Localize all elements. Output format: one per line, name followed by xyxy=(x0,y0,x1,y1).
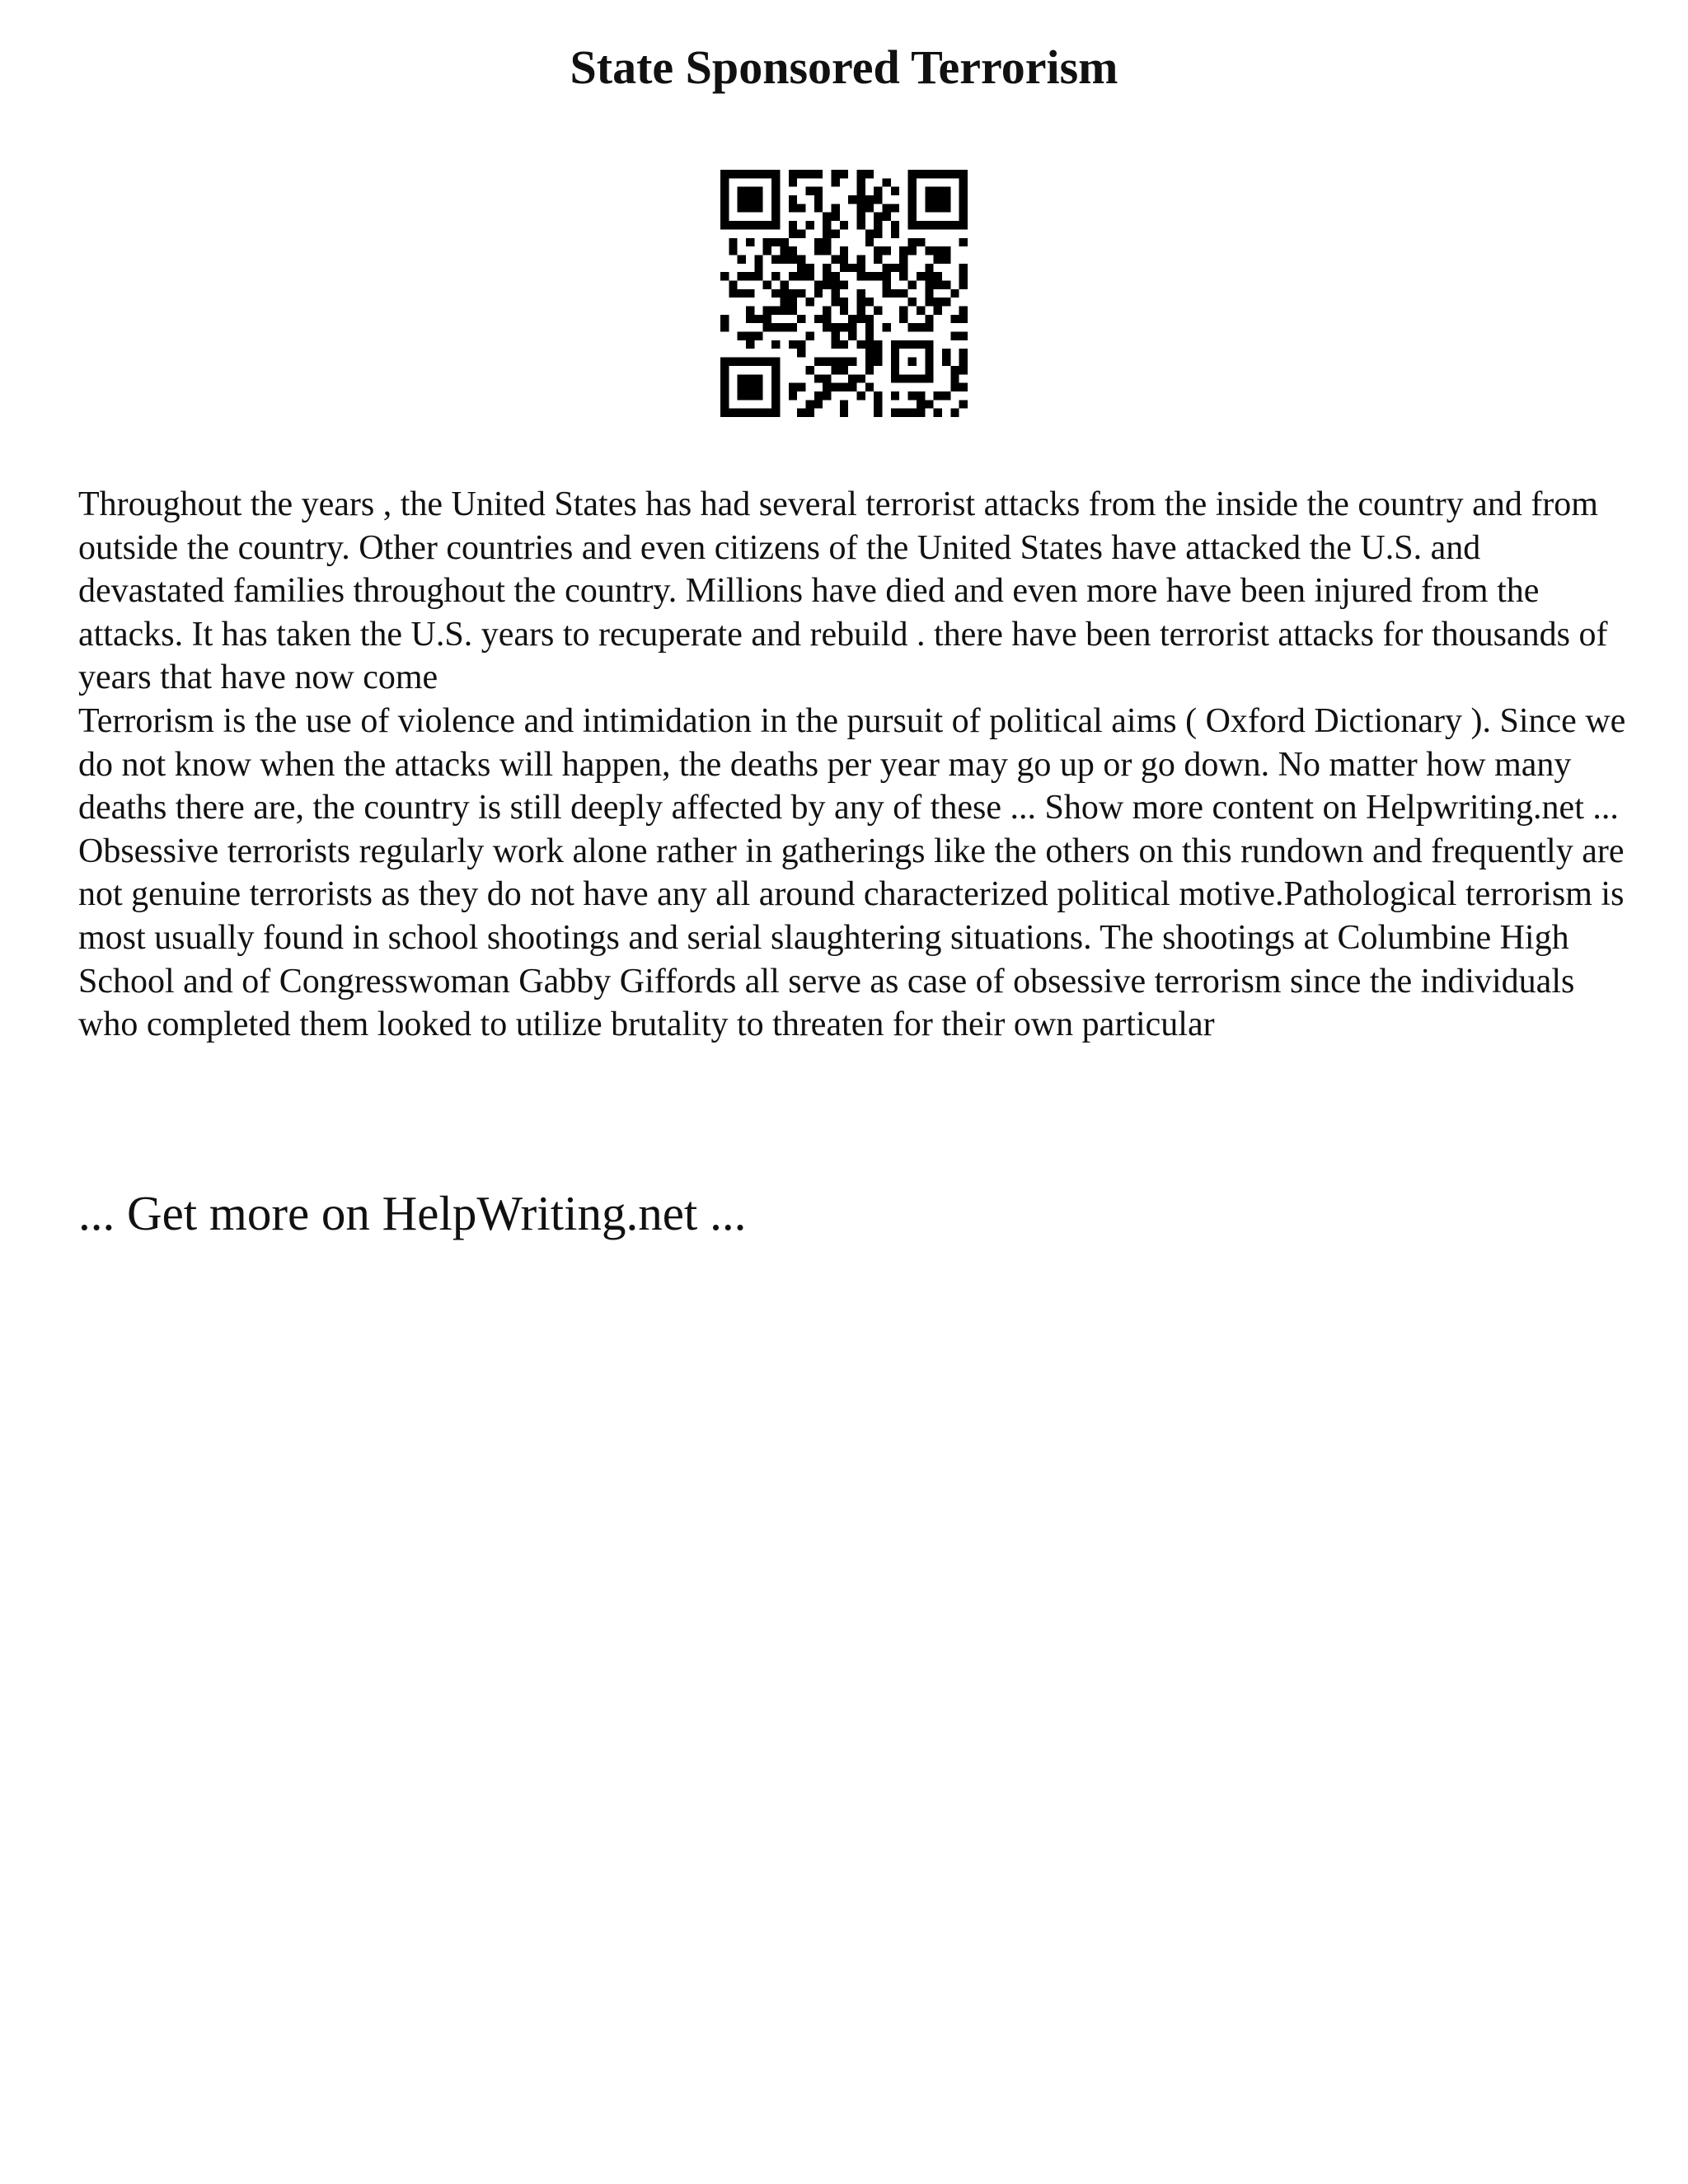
qr-code-graphic xyxy=(720,170,968,417)
paragraph-1: Throughout the years , the United States has had several terrorist attacks from the inside the country and from outside the country. Other countries and even citizens of the United States have attacked the U.S. and devastated families throughout the country. Millions have died and even more have been injured from the attacks. It has taken the U.S. years to recuperate and rebuild . there have been terrorist attacks for thousands of years that have now come xyxy=(78,485,1608,697)
get-more-link[interactable]: ... Get more on HelpWriting.net ... xyxy=(78,1186,747,1240)
article-body xyxy=(78,483,1628,1047)
qr-code-icon xyxy=(720,170,968,417)
paragraph-2: Terrorism is the use of violence and intimidation in the pursuit of political aims ( Oxford Dictionary ). Since we do not know when the attacks will happen, the deaths per year may go up or go down. No matter how many deaths there are, the country is still deeply affected by any of these ... Show more content on Helpwriting.net ... xyxy=(78,701,1626,827)
paragraph-3: Obsessive terrorists regularly work alone rather in gatherings like the others on this rundown and frequently are not genuine terrorists as they do not have any all around characterized political motive.Pathological terrorism is most usually found in school shootings and serial slaughtering situations. The shootings at Columbine High School and of Congresswoman Gabby Giffords all serve as case of obsessive terrorism since the individuals who completed them looked to utilize brutality to threaten for their own particular xyxy=(78,832,1625,1044)
page-title: State Sponsored Terrorism xyxy=(570,40,1118,94)
